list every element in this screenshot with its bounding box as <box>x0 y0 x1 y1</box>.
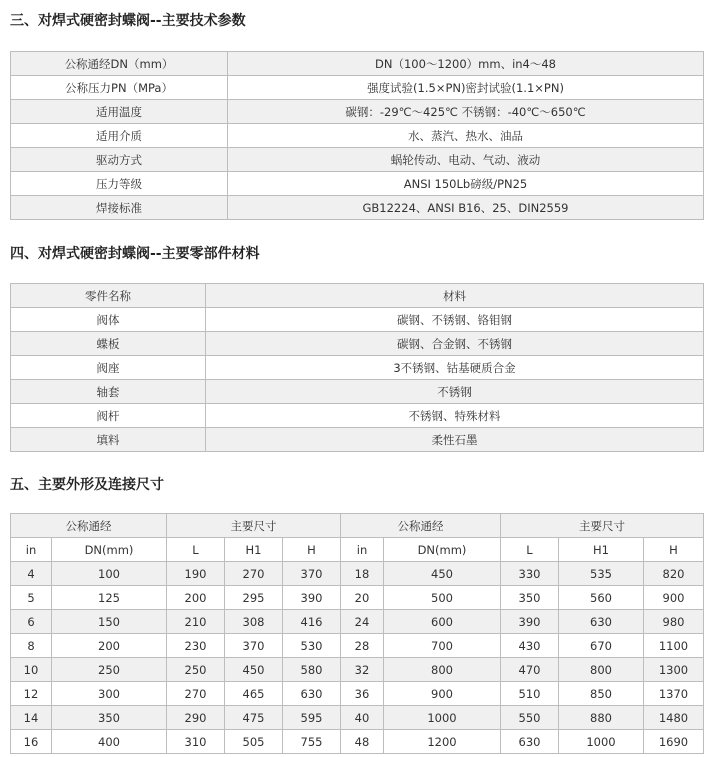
table-cell: 20 <box>341 586 384 610</box>
table-cell: 210 <box>167 610 225 634</box>
group-header-dimensions: 主要尺寸 <box>501 514 704 538</box>
param-name: 驱动方式 <box>11 148 228 172</box>
part-material: 3不锈钢、钴基硬质合金 <box>206 356 704 380</box>
table-cell: 1300 <box>644 658 704 682</box>
table-row <box>11 124 704 148</box>
section-title-dimensions: 五、主要外形及连接尺寸 <box>10 477 164 493</box>
table-cell: 100 <box>52 562 167 586</box>
table-row <box>11 76 704 100</box>
table-row <box>11 100 704 124</box>
table-cell: 200 <box>52 634 167 658</box>
part-name: 轴套 <box>11 380 206 404</box>
table-header-row <box>11 538 704 562</box>
table-cell: 200 <box>167 586 225 610</box>
table-cell: 270 <box>167 682 225 706</box>
table-group-header-row <box>11 514 704 538</box>
table-cell: 800 <box>559 658 644 682</box>
table-cell: 370 <box>283 562 341 586</box>
table-row <box>11 562 704 586</box>
table-cell: 1200 <box>384 730 501 754</box>
table-cell: 850 <box>559 682 644 706</box>
table-row <box>11 730 704 754</box>
table-cell: 630 <box>501 730 559 754</box>
table-cell: 400 <box>52 730 167 754</box>
table-cell: 1000 <box>559 730 644 754</box>
table-cell: 670 <box>559 634 644 658</box>
table-cell: 700 <box>384 634 501 658</box>
table-cell: 450 <box>225 658 283 682</box>
tech-params-table <box>10 51 704 220</box>
table-cell: 310 <box>167 730 225 754</box>
column-header-h1: H1 <box>559 538 644 562</box>
part-name: 填料 <box>11 428 206 452</box>
table-cell: 580 <box>283 658 341 682</box>
param-name: 压力等级 <box>11 172 228 196</box>
param-name: 适用介质 <box>11 124 228 148</box>
table-cell: 190 <box>167 562 225 586</box>
table-cell: 755 <box>283 730 341 754</box>
table-cell: 5 <box>11 586 52 610</box>
column-header-dn: DN(mm) <box>384 538 501 562</box>
table-cell: 900 <box>384 682 501 706</box>
dimensions-table <box>10 513 704 754</box>
table-cell: 1000 <box>384 706 501 730</box>
table-header-row <box>11 284 704 308</box>
table-row <box>11 380 704 404</box>
part-material: 碳钢、不锈钢、铬钼钢 <box>206 308 704 332</box>
table-row <box>11 52 704 76</box>
part-material: 不锈钢、特殊材料 <box>206 404 704 428</box>
table-cell: 600 <box>384 610 501 634</box>
param-value: DN（100～1200）mm、in4～48 <box>228 52 704 76</box>
section-title-tech-params: 三、对焊式硬密封蝶阀--主要技术参数 <box>10 13 246 29</box>
part-material: 柔性石墨 <box>206 428 704 452</box>
table-cell: 6 <box>11 610 52 634</box>
table-cell: 1100 <box>644 634 704 658</box>
column-header-part: 零件名称 <box>11 284 206 308</box>
table-cell: 10 <box>11 658 52 682</box>
table-cell: 470 <box>501 658 559 682</box>
table-cell: 308 <box>225 610 283 634</box>
param-value: 强度试验(1.5×PN)密封试验(1.1×PN) <box>228 76 704 100</box>
table-cell: 416 <box>283 610 341 634</box>
table-row <box>11 148 704 172</box>
table-row <box>11 172 704 196</box>
param-value: GB12224、ANSI B16、25、DIN2559 <box>228 196 704 220</box>
table-cell: 900 <box>644 586 704 610</box>
table-cell: 980 <box>644 610 704 634</box>
table-cell: 465 <box>225 682 283 706</box>
table-cell: 630 <box>283 682 341 706</box>
table-cell: 290 <box>167 706 225 730</box>
column-header-dn: DN(mm) <box>52 538 167 562</box>
table-cell: 1370 <box>644 682 704 706</box>
column-header-l: L <box>167 538 225 562</box>
group-header-nominal: 公称通经 <box>11 514 167 538</box>
table-row <box>11 706 704 730</box>
column-header-in: in <box>11 538 52 562</box>
table-row <box>11 658 704 682</box>
table-cell: 18 <box>341 562 384 586</box>
table-cell: 40 <box>341 706 384 730</box>
table-cell: 4 <box>11 562 52 586</box>
table-cell: 48 <box>341 730 384 754</box>
table-row <box>11 404 704 428</box>
table-cell: 150 <box>52 610 167 634</box>
table-row <box>11 196 704 220</box>
table-cell: 475 <box>225 706 283 730</box>
table-cell: 24 <box>341 610 384 634</box>
param-name: 公称通经DN（mm） <box>11 52 228 76</box>
table-row <box>11 586 704 610</box>
materials-table <box>10 283 704 452</box>
table-cell: 14 <box>11 706 52 730</box>
table-row <box>11 428 704 452</box>
column-header-h1: H1 <box>225 538 283 562</box>
table-cell: 390 <box>501 610 559 634</box>
table-cell: 12 <box>11 682 52 706</box>
table-cell: 125 <box>52 586 167 610</box>
part-material: 碳钢、合金钢、不锈钢 <box>206 332 704 356</box>
table-cell: 32 <box>341 658 384 682</box>
column-header-in: in <box>341 538 384 562</box>
column-header-h: H <box>644 538 704 562</box>
param-name: 焊接标准 <box>11 196 228 220</box>
table-cell: 350 <box>52 706 167 730</box>
part-name: 阀杆 <box>11 404 206 428</box>
table-cell: 250 <box>52 658 167 682</box>
table-cell: 535 <box>559 562 644 586</box>
table-cell: 430 <box>501 634 559 658</box>
table-cell: 1480 <box>644 706 704 730</box>
table-row <box>11 356 704 380</box>
table-cell: 300 <box>52 682 167 706</box>
table-cell: 16 <box>11 730 52 754</box>
param-value: 水、蒸汽、热水、油品 <box>228 124 704 148</box>
table-cell: 820 <box>644 562 704 586</box>
param-value: 碳钢：-29℃～425℃ 不锈钢：-40℃～650℃ <box>228 100 704 124</box>
table-cell: 500 <box>384 586 501 610</box>
param-name: 适用温度 <box>11 100 228 124</box>
table-cell: 595 <box>283 706 341 730</box>
table-cell: 630 <box>559 610 644 634</box>
part-material: 不锈钢 <box>206 380 704 404</box>
table-cell: 505 <box>225 730 283 754</box>
part-name: 阀座 <box>11 356 206 380</box>
table-cell: 390 <box>283 586 341 610</box>
param-value: 蜗轮传动、电动、气动、液动 <box>228 148 704 172</box>
table-cell: 8 <box>11 634 52 658</box>
table-cell: 370 <box>225 634 283 658</box>
column-header-h: H <box>283 538 341 562</box>
table-cell: 230 <box>167 634 225 658</box>
param-name: 公称压力PN（MPa） <box>11 76 228 100</box>
table-cell: 550 <box>501 706 559 730</box>
column-header-l: L <box>501 538 559 562</box>
table-row <box>11 308 704 332</box>
table-cell: 560 <box>559 586 644 610</box>
table-cell: 270 <box>225 562 283 586</box>
table-cell: 250 <box>167 658 225 682</box>
group-header-nominal: 公称通经 <box>341 514 501 538</box>
table-row <box>11 682 704 706</box>
part-name: 蝶板 <box>11 332 206 356</box>
table-cell: 1690 <box>644 730 704 754</box>
table-cell: 36 <box>341 682 384 706</box>
table-cell: 880 <box>559 706 644 730</box>
table-cell: 450 <box>384 562 501 586</box>
table-cell: 28 <box>341 634 384 658</box>
table-cell: 295 <box>225 586 283 610</box>
table-cell: 800 <box>384 658 501 682</box>
section-title-materials: 四、对焊式硬密封蝶阀--主要零部件材料 <box>10 246 260 262</box>
table-cell: 510 <box>501 682 559 706</box>
table-cell: 350 <box>501 586 559 610</box>
part-name: 阀体 <box>11 308 206 332</box>
group-header-dimensions: 主要尺寸 <box>167 514 341 538</box>
table-row <box>11 634 704 658</box>
table-row <box>11 610 704 634</box>
table-cell: 330 <box>501 562 559 586</box>
table-row <box>11 332 704 356</box>
table-cell: 530 <box>283 634 341 658</box>
column-header-material: 材料 <box>206 284 704 308</box>
param-value: ANSI 150Lb磅级/PN25 <box>228 172 704 196</box>
